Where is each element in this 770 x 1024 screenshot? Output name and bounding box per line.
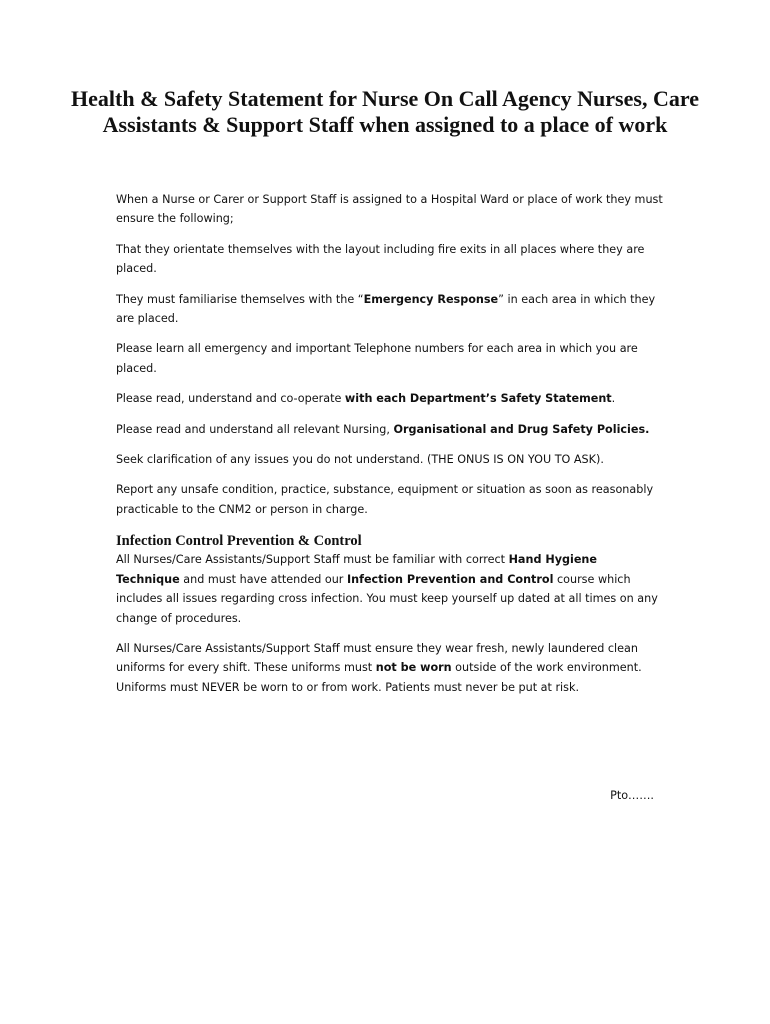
paragraph-safety-statement (116, 389, 664, 408)
paragraph-orientation: That they orientate themselves with the layout including fire exits in all places where they are placed. (116, 242, 645, 276)
paragraph-clarification: Seek clarification of any issues you do not understand. (THE ONUS IS ON YOU TO ASK). (116, 453, 604, 467)
text-run: ” in each area in which they are placed. (116, 292, 656, 326)
text-run: All Nurses/Care Assistants/Support Staff must be familiar with correct (116, 553, 509, 567)
bold-text-safety-statement: with each Department’s Safety Statement (344, 392, 612, 406)
paragraph-report-unsafe: Report any unsafe condition, practice, substance, equipment or situation as soon as reasonably practicable to the CNM2 or person in charge. (116, 483, 654, 516)
document-title: Health & Safety Statement for Nurse On Call Agency Nurses, Care Assistants & Support Staff when assigned to a place of work (71, 86, 699, 137)
bold-text-emergency-response: Emergency Response (363, 292, 499, 306)
text-run: outside of the work environment. Uniforms must NEVER be worn to or from work. Patients must never be put at risk. (116, 661, 642, 694)
paragraph-hand-hygiene (116, 550, 664, 628)
bold-text-not-be-worn: not be worn (375, 661, 452, 675)
bold-text-infection-prevention: Infection Prevention and Control (346, 572, 554, 586)
text-run: Please read, understand and co-operate (116, 392, 345, 406)
paragraph-policies (116, 420, 664, 439)
paragraph-assignment-intro: When a Nurse or Carer or Support Staff is assigned to a Hospital Ward or place of work they must ensure the following; (116, 193, 663, 226)
paragraph-emergency-response (116, 290, 664, 329)
paragraph-uniforms (116, 639, 664, 697)
text-run: and must have attended our (179, 572, 347, 586)
text-run: . (611, 392, 616, 406)
please-turn-over-note: Pto……. (610, 789, 654, 802)
text-run: They must familiarise themselves with the “ (116, 292, 364, 306)
bold-text-hand-hygiene: Hand Hygiene Technique (116, 553, 597, 586)
infection-control-heading: Infection Control Prevention & Control (116, 533, 362, 550)
text-run: Please read and understand all relevant Nursing, (116, 422, 394, 436)
text-run: course which includes all issues regarding cross infection. You must keep yourself up dated at all times on any change of procedures. (116, 572, 658, 625)
document-body (116, 190, 664, 708)
bold-text-policies: Organisational and Drug Safety Policies. (393, 422, 650, 436)
text-run: All Nurses/Care Assistants/Support Staff must ensure they wear fresh, newly laundered clean uniforms for every shift. These uniforms must (116, 641, 638, 675)
paragraph-telephone-numbers: Please learn all emergency and important Telephone numbers for each area in which you are placed. (116, 342, 638, 375)
